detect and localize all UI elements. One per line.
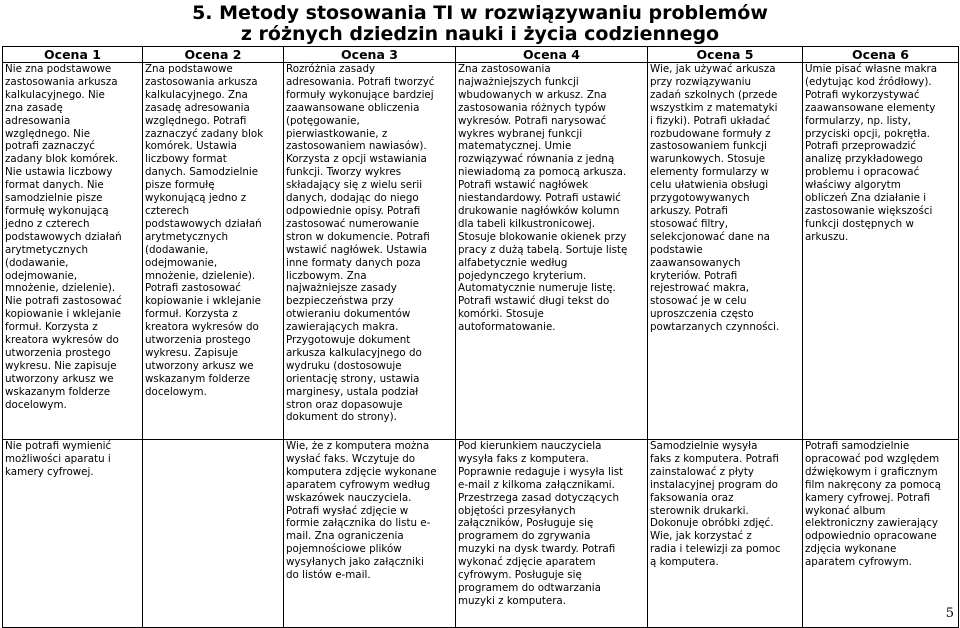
title-line-1: 5. Metody stosowania TI w rozwiązywaniu problemów <box>192 2 768 24</box>
header-ocena-6: Ocena 6 <box>803 47 959 63</box>
table-cell <box>648 63 803 440</box>
cell-text: Rozróżnia zasady adresowania. Potrafi tworzyć formuły wykonujące bardziej zaawansowane obliczenia (potęgowanie, pierwiastkowanie, z zastosowaniem nawiasów). Korzysta z opcji wstawiania funkcji. Tworzy wykres składający się z wielu serii danych, dodając do niego odpowiednie opisy. Potrafi zastosować numerowanie stron w dokumencie. Potrafi wstawić nagłówek. Ustawia inne formaty danych poza liczbowym. Zna najważniejsze zasady bezpieczeństwa przy otwieraniu dokumentów zawierających makra. Przygotowuje dokument arkusza kalkulacyjnego do wydruku (dostosowuje orientację strony, ustawia marginesy, ustala podział stron oraz dopasowuje dokument do strony). <box>286 63 435 424</box>
table-cell <box>284 440 456 628</box>
cell-text: Umie pisać własne makra (edytując kod źródłowy). Potrafi wykorzystywać zaawansowane elementy formularzy, np. listy, przyciski opcji, pokrętła. Potrafi przeprowadzić analizę przykładowego problemu i opracować właściwy algorytm obliczeń Zna działanie i zastosowanie większości funkcji dostępnych w arkuszu. <box>805 63 938 243</box>
cell-text: Samodzielnie wysyła faks z komputera. Potrafi zainstalować z płyty instalacyjnej program do faksowania oraz sterownik drukarki. Dokonuje obróbki zdjęć. Wie, jak korzystać z radia i telewizji za pomoc ą komputera. <box>650 440 781 569</box>
cell-text: Nie potrafi wymienić możliwości aparatu i kamery cyfrowej. <box>5 440 112 478</box>
header-ocena-2: Ocena 2 <box>143 47 284 63</box>
table-cell <box>143 440 284 628</box>
cell-text: Nie zna podstawowe zastosowania arkusza kalkulacyjnego. Nie zna zasadę adresowania względnego. Nie potrafi zaznaczyć zadany blok komórek. Nie ustawia liczbowy format danych. Nie samodzielnie pisze formułę wykonującą jedno z czterech podstawowych działań arytmetycznych (dodawanie, odejmowanie, mnożenie, dzielenie). Nie potrafi zastosować kopiowanie i wklejanie formuł. Korzysta z kreatora wykresów do utworzenia prostego wykresu. Nie zapisuje utworzony arkusz we wskazanym folderze docelowym. <box>5 63 122 411</box>
table-cell <box>143 63 284 440</box>
header-row <box>3 47 959 63</box>
cell-text: Zna zastosowania najważniejszych funkcji wbudowanych w arkusz. Zna zastosowania różnych typów wykresów. Potrafi narysować wykres wybranej funkcji matematycznej. Umie rozwiązywać równania z jedną niewiadomą za pomocą arkusza. Potrafi wstawić nagłówek niestandardowy. Potrafi ustawić drukowanie nagłówków kolumn dla tabeli kilkustronicowej. Stosuje blokowanie okienek przy pracy z dużą tabelą. Sortuje listę alfabetycznie według pojedynczego kryterium. Automatycznie numeruje listę. Potrafi wstawić długi tekst do komórki. Stosuje autoformatowanie. <box>458 63 628 334</box>
cell-text: Wie, jak używać arkusza przy rozwiązywaniu zadań szkolnych (przede wszystkim z matematyki i fizyki). Potrafi układać rozbudowane formuły z zastosowaniem funkcji warunkowych. Stosuje elementy formularzy w celu ułatwienia obsługi przygotowywanych arkuszy. Potrafi stosować filtry, selekcjonować dane na podstawie zaawansowanych kryteriów. Potrafi rejestrować makra, stosować je w celu uproszczenia często powtarzanych czynności. <box>650 63 780 334</box>
cell-text: Potrafi samodzielnie opracować pod względem dźwiękowym i graficznym film nakręcony za pomocą kamery cyfrowej. Potrafi wykonać album elektroniczny zawierający odpowiednio opracowane zdjęcia wykonane aparatem cyfrowym. <box>805 440 941 569</box>
table-cell <box>284 63 456 440</box>
table-row <box>3 63 959 440</box>
table-cell <box>803 63 959 440</box>
header-ocena-3: Ocena 3 <box>284 47 456 63</box>
header-ocena-4: Ocena 4 <box>456 47 648 63</box>
cell-text: Zna podstawowe zastosowania arkusza kalkulacyjnego. Zna zasadę adresowania względnego. Potrafi zaznaczyć zadany blok komórek. Ustawia liczbowy format danych. Samodzielnie pisze formułę wykonującą jedno z czterech podstawowych działań arytmetycznych (dodawanie, odejmowanie, mnożenie, dzielenie). Potrafi zastosować kopiowanie i wklejanie formuł. Korzysta z kreatora wykresów do utworzenia prostego wykresu. Zapisuje utworzony arkusz we wskazanym folderze docelowym. <box>145 63 264 398</box>
table-cell <box>803 440 959 628</box>
header-ocena-5: Ocena 5 <box>648 47 803 63</box>
grading-table <box>2 46 959 628</box>
page-number: 5 <box>945 606 954 621</box>
table-cell <box>3 440 143 628</box>
cell-text: Pod kierunkiem nauczyciela wysyła faks z komputera. Poprawnie redaguje i wysyła list e-mail z kilkoma załącznikami. Przestrzega zasad dotyczących objętości przesyłanych załączników, Posługuje się programem do zgrywania muzyki na dysk twardy. Potrafi wykonać zdjęcie aparatem cyfrowym. Posługuje się programem do odtwarzania muzyki z komputera. <box>458 440 624 607</box>
table-cell <box>456 63 648 440</box>
cell-text: Wie, że z komputera można wysłać faks. Wczytuje do komputera zdjęcie wykonane aparatem cyfrowym według wskazówek nauczyciela. Potrafi wysłać zdjęcie w formie załącznika do listu e- mail. Zna ograniczenia pojemnościowe plików wysyłanych jako załączniki do listów e-mail. <box>286 440 437 582</box>
table-cell <box>3 63 143 440</box>
title-line-2: z różnych dziedzin nauki i życia codziennego <box>240 23 720 45</box>
table-cell <box>456 440 648 628</box>
table-row <box>3 440 959 628</box>
table-cell <box>648 440 803 628</box>
header-ocena-1: Ocena 1 <box>3 47 143 63</box>
